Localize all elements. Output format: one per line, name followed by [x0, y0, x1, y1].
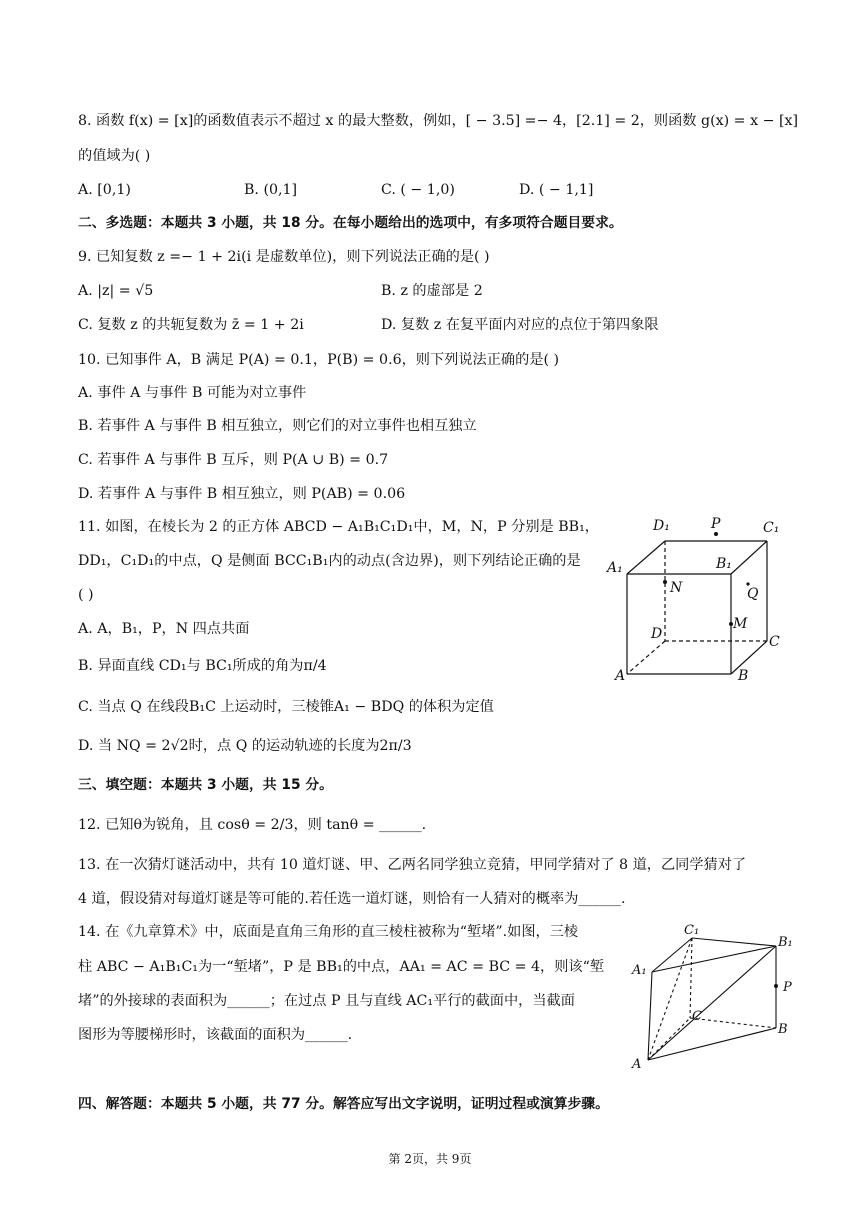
q14-stem-line4: 图形为等腰梯形时，该截面的面积为______.: [78, 1027, 353, 1043]
q13-stem-line2: 4 道，假设猜对每道灯谜是等可能的.若任选一道灯谜，则恰有一人猜对的概率为______.: [78, 891, 626, 907]
q14-stem-line3: 堵”的外接球的表面积为______；在过点 P 且与直线 AC₁平行的截面中，当截面: [78, 993, 575, 1009]
label-m: M: [733, 616, 748, 632]
section-3-heading: 三、填空题：本题共 3 小题，共 15 分。: [78, 777, 333, 793]
q9-stem: 9. 已知复数 z =− 1 + 2i(i 是虚数单位)，则下列说法正确的是( ): [78, 249, 490, 265]
point-p: [774, 984, 778, 988]
label-c1: C₁: [684, 923, 700, 938]
label-a: A: [615, 668, 626, 684]
q11-stem-line3: ( ): [78, 587, 94, 603]
q11-option-b: B. 异面直线 CD₁与 BC₁所成的角为π/4: [78, 658, 327, 674]
label-a1: A₁: [607, 560, 623, 576]
point-n: [663, 580, 667, 584]
q14-stem-line1: 14. 在《九章算术》中，底面是直角三角形的直三棱柱被称为“堑堵”.如图，三棱: [78, 924, 579, 940]
page-footer: 第 2页，共 9页: [388, 1152, 472, 1166]
label-b: B: [738, 668, 749, 684]
q8-option-b: B. (0,1]: [244, 182, 298, 198]
label-b: B: [778, 1022, 788, 1037]
label-q: Q: [747, 586, 759, 602]
label-p: P: [783, 980, 792, 995]
q8-option-d: D. ( − 1,1]: [519, 182, 594, 198]
q10-option-d: D. 若事件 A 与事件 B 相互独立，则 P(AB) = 0.06: [78, 486, 406, 502]
q12-stem: 12. 已知θ为锐角，且 cosθ = 2/3，则 tanθ = ______.: [78, 817, 427, 833]
cube-figure: [605, 508, 795, 688]
label-c: C: [692, 1009, 702, 1024]
q11-stem-line2: DD₁，C₁D₁的中点，Q 是侧面 BCC₁B₁内的动点(含边界)，则下列结论正确的是: [78, 553, 581, 569]
label-c1: C₁: [763, 520, 780, 536]
label-n: N: [670, 580, 683, 596]
q10-option-c: C. 若事件 A 与事件 B 互斥，则 P(A ∪ B) = 0.7: [78, 452, 389, 468]
q8-stem-line1: 8. 函数 f(x) = [x]的函数值表示不超过 x 的最大整数，例如，[ − 3.5] =− 4，[2.1] = 2，则函数 g(x) = x − [x]: [78, 113, 799, 129]
label-b1: B₁: [716, 556, 732, 572]
label-c: C: [769, 634, 780, 650]
q8-option-a: A. [0,1): [78, 182, 131, 198]
q11-option-a: A. A，B₁，P，N 四点共面: [78, 621, 250, 637]
q9-option-c: C. 复数 z 的共轭复数为 z̄ = 1 + 2i: [78, 317, 304, 333]
q8-option-c: C. ( − 1,0): [381, 182, 455, 198]
label-d: D: [651, 626, 663, 642]
q13-stem-line1: 13. 在一次猜灯谜活动中，共有 10 道灯谜、甲、乙两名同学独立竞猜，甲同学猜对了 8 道，乙同学猜对了: [78, 857, 747, 873]
section-4-heading: 四、解答题：本题共 5 小题，共 77 分。解答应写出文字说明，证明过程或演算步骤。: [78, 1096, 609, 1112]
label-a: A: [632, 1057, 642, 1070]
q9-option-d: D. 复数 z 在复平面内对应的点位于第四象限: [381, 317, 659, 333]
section-2-heading: 二、多选题：本题共 3 小题，共 18 分。在每小题给出的选项中，有多项符合题目要求。: [78, 215, 623, 231]
label-a1: A₁: [632, 963, 647, 978]
q9-option-a: A. |z| = √5: [78, 283, 154, 299]
q10-option-a: A. 事件 A 与事件 B 可能为对立事件: [78, 385, 307, 401]
prism-figure: [628, 920, 808, 1070]
q14-stem-line2: 柱 ABC − A₁B₁C₁为一“堑堵”，P 是 BB₁的中点，AA₁ = AC = BC = 4，则该“堑: [78, 959, 605, 975]
q11-option-d: D. 当 NQ = 2√2时，点 Q 的运动轨迹的长度为2π/3: [78, 738, 412, 754]
point-p: [714, 532, 718, 536]
label-d1: D₁: [653, 518, 670, 534]
q10-option-b: B. 若事件 A 与事件 B 相互独立，则它们的对立事件也相互独立: [78, 418, 477, 434]
label-p: P: [711, 516, 721, 532]
q9-option-b: B. z 的虚部是 2: [381, 283, 483, 299]
q11-stem-line1: 11. 如图，在棱长为 2 的正方体 ABCD − A₁B₁C₁D₁中，M，N，P 分别是 BB₁，: [78, 519, 599, 535]
q8-stem-line2: 的值域为( ): [78, 148, 151, 164]
q10-stem: 10. 已知事件 A，B 满足 P(A) = 0.1，P(B) = 0.6，则下列说法正确的是( ): [78, 352, 560, 368]
label-b1: B₁: [778, 935, 793, 950]
q11-option-c: C. 当点 Q 在线段B₁C 上运动时，三棱锥A₁ − BDQ 的体积为定值: [78, 699, 494, 715]
